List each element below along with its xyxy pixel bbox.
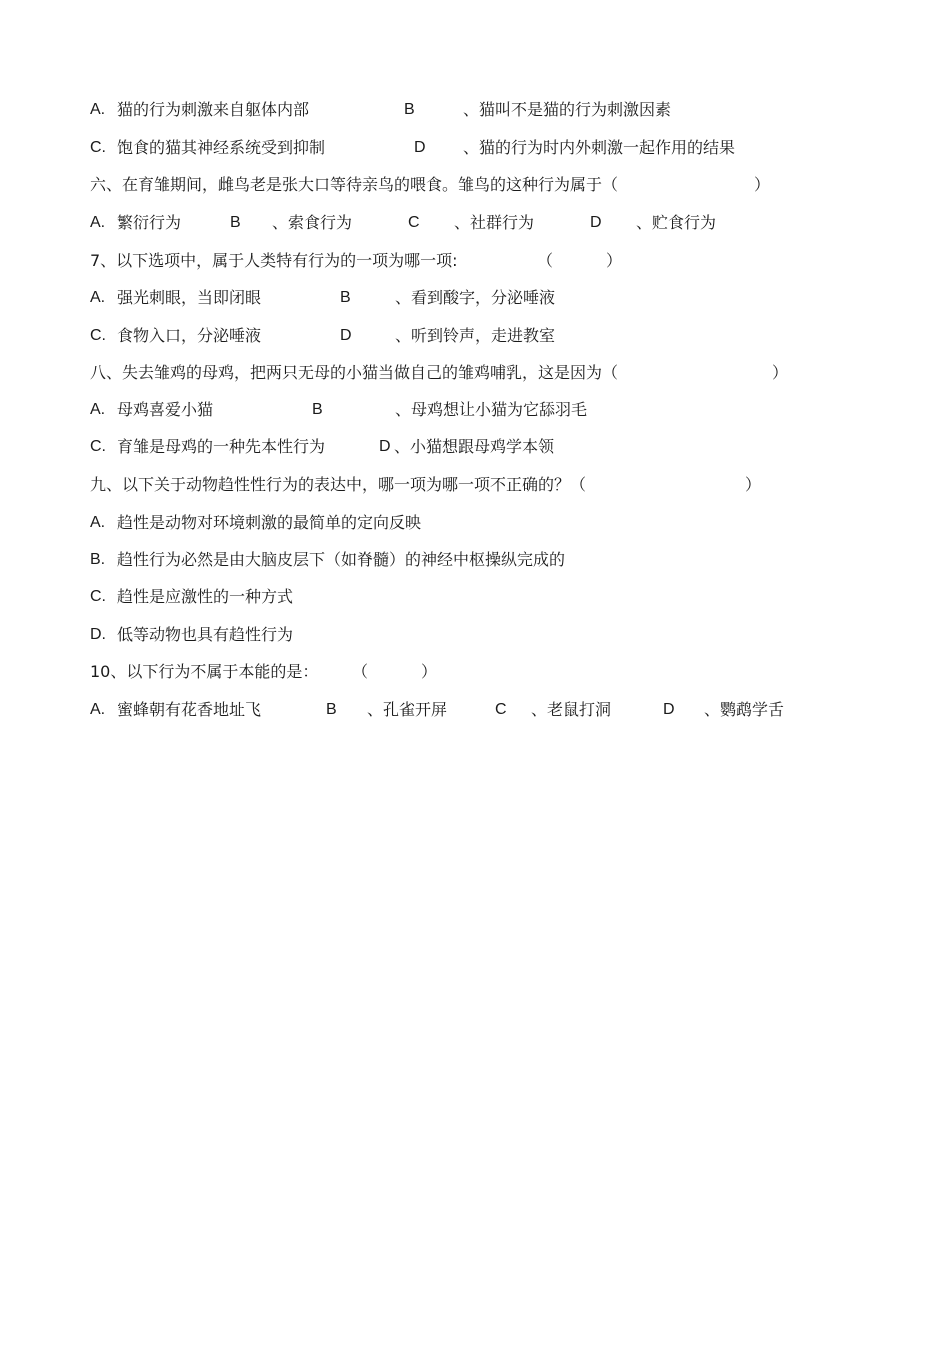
option-d-letter: D xyxy=(590,214,602,231)
answer-bracket-open: （ xyxy=(537,251,554,270)
option-a-text: 繁衍行为 xyxy=(117,213,182,232)
option-c-text: 饱食的猫其神经系统受到抑制 xyxy=(117,138,326,157)
option-b-text: 、孔雀开屏 xyxy=(367,700,448,719)
question-text: 六、在育雏期间，雌鸟老是张大口等待亲鸟的喂食。雏鸟的这种行为属于（ xyxy=(90,175,619,194)
option-c-letter: C. xyxy=(90,327,106,344)
question-text: 7、以下选项中，属于人类特有行为的一项为哪一项: xyxy=(90,251,458,270)
option-b-letter: B xyxy=(404,101,415,118)
option-a-letter: A. xyxy=(90,101,106,118)
option-b-text: 、看到酸字，分泌唾液 xyxy=(395,288,556,307)
option-c-letter: C xyxy=(495,701,507,718)
option-c-text: 食物入口，分泌唾液 xyxy=(117,326,262,345)
option-c-letter: C. xyxy=(90,588,106,605)
option-d-text: 低等动物也具有趋性行为 xyxy=(117,625,294,644)
option-c-letter: C xyxy=(408,214,420,231)
option-a-letter: A. xyxy=(90,701,106,718)
option-d-text: 、小猫想跟母鸡学本领 xyxy=(394,437,555,456)
option-a-letter: A. xyxy=(90,289,106,306)
option-b-text: 、索食行为 xyxy=(272,213,353,232)
question-text: 10、以下行为不属于本能的是： xyxy=(90,662,319,681)
option-d-letter: D xyxy=(379,438,391,455)
option-d-letter: D xyxy=(340,327,352,344)
option-d-letter: D xyxy=(414,139,426,156)
option-b-text: 、母鸡想让小猫为它舔羽毛 xyxy=(395,400,588,419)
option-d-text: 、听到铃声，走进教室 xyxy=(395,326,556,345)
option-c-text: 、老鼠打洞 xyxy=(531,700,612,719)
option-c-text: 、社群行为 xyxy=(454,213,535,232)
option-a-letter: A. xyxy=(90,514,106,531)
option-c-text: 趋性是应激性的一种方式 xyxy=(117,587,294,606)
option-d-text: 、鹦鹉学舌 xyxy=(704,700,785,719)
answer-bracket-close: ） xyxy=(754,175,771,194)
option-b-letter: B xyxy=(230,214,241,231)
option-b-text: 、猫叫不是猫的行为刺激因素 xyxy=(463,100,672,119)
option-b-letter: B xyxy=(326,701,337,718)
option-c-letter: C. xyxy=(90,139,106,156)
option-c-text: 育雏是母鸡的一种先本性行为 xyxy=(117,437,326,456)
question-text: 九、以下关于动物趋性性行为的表达中，哪一项为哪一项不正确的？（ xyxy=(90,475,587,494)
option-b-letter: B. xyxy=(90,551,106,568)
option-a-text: 蜜蜂朝有花香地址飞 xyxy=(117,700,262,719)
answer-bracket-close: ） xyxy=(606,251,623,270)
answer-bracket-open: （ xyxy=(352,662,369,681)
option-a-letter: A. xyxy=(90,214,106,231)
option-c-letter: C. xyxy=(90,438,106,455)
option-d-text: 、贮食行为 xyxy=(636,213,717,232)
option-a-text: 强光刺眼，当即闭眼 xyxy=(117,288,262,307)
answer-bracket-close: ） xyxy=(745,475,762,494)
option-d-text: 、猫的行为时内外刺激一起作用的结果 xyxy=(463,138,736,157)
option-b-letter: B xyxy=(312,401,323,418)
option-a-letter: A. xyxy=(90,401,106,418)
answer-bracket-close: ） xyxy=(421,662,438,681)
option-a-text: 猫的行为刺激来自躯体内部 xyxy=(117,100,310,119)
option-b-letter: B xyxy=(340,289,351,306)
option-a-text: 趋性是动物对环境刺激的最简单的定向反映 xyxy=(117,513,422,532)
answer-bracket-close: ） xyxy=(772,363,789,382)
option-d-letter: D. xyxy=(90,626,106,643)
question-text: 八、失去雏鸡的母鸡，把两只无母的小猫当做自己的雏鸡哺乳，这是因为（ xyxy=(90,363,619,382)
option-a-text: 母鸡喜爱小猫 xyxy=(117,400,214,419)
option-d-letter: D xyxy=(663,701,675,718)
option-b-text: 趋性行为必然是由大脑皮层下（如脊髓）的神经中枢操纵完成的 xyxy=(117,550,566,569)
